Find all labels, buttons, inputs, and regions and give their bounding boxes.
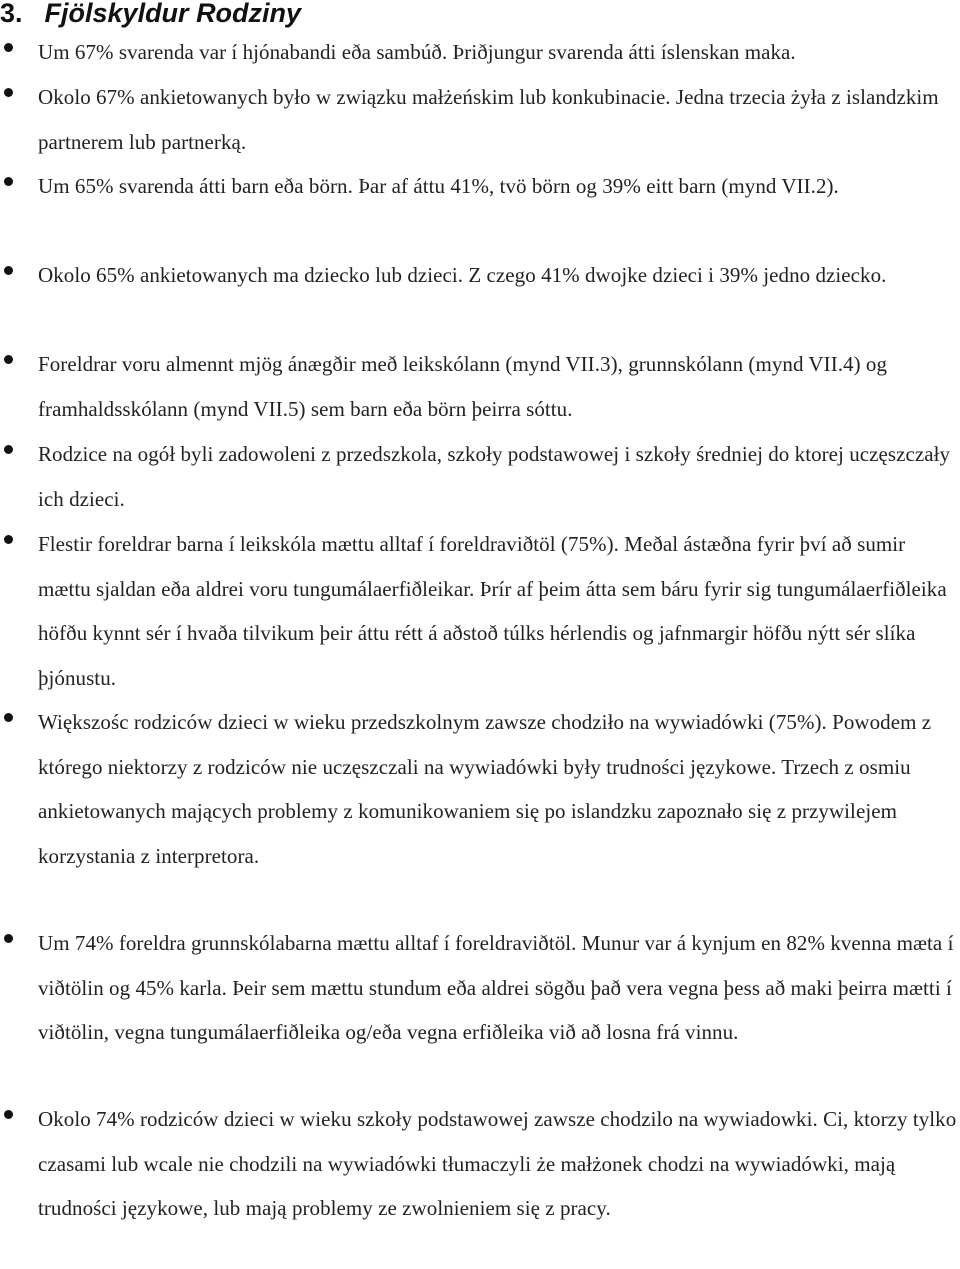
bullet-text: Okolo 65% ankietowanych ma dziecko lub dzieci. Z czego 41% dwojke dzieci i 39% jedno dziecko. xyxy=(38,263,887,287)
bullet-icon xyxy=(4,934,13,943)
section-number: 3. xyxy=(0,0,23,28)
bullet-icon xyxy=(4,535,13,544)
bullet-text: Um 74% foreldra grunnskólabarna mættu alltaf í foreldraviðtöl. Munur var á kynjum en 82% kvenna mæta í viðtölin og 45% karla. Þeir sem mættu stundum eða aldrei sögðu það vera vegna þess að maki þeirra mætti í viðtölin, vegna tungumálaerfiðleika og/eða vegna erfiðleika við að losna frá vinnu. xyxy=(38,931,954,1045)
bullet-text: Okolo 67% ankietowanych było w związku małżeńskim lub konkubinacie. Jedna trzecia żyła z islandzkim partnerem lub partnerką. xyxy=(38,85,939,154)
section-heading xyxy=(0,0,301,30)
bullet-text: Większośc rodziców dzieci w wieku przedszkolnym zawsze chodziło na wywiadówki (75%). Powodem z którego niektorzy z rodziców nie uczęszczali na wywiadówki były trudności językowe. Trzech z osmiu ankietowanych mających problemy z komunikowaniem się po islandzku zapoznało się z przywilejem korzystania z interpretora. xyxy=(38,710,932,868)
bullet-icon xyxy=(4,88,13,97)
bullet-icon xyxy=(4,177,13,186)
bullet-text: Foreldrar voru almennt mjög ánægðir með leikskólann (mynd VII.3), grunnskólann (mynd VII.4) og framhaldsskólann (mynd VII.5) sem barn eða börn þeirra sóttu. xyxy=(38,352,888,421)
bullet-icon xyxy=(4,355,13,364)
bullet-icon xyxy=(4,43,13,52)
bullet-icon xyxy=(4,713,13,722)
bullet-text: Flestir foreldrar barna í leikskóla mættu alltaf í foreldraviðtöl (75%). Meðal ástæðna fyrir því að sumir mættu sjaldan eða aldrei voru tungumálaerfiðleikar. Þrír af þeim átta sem báru fyrir sig tungumálaerfiðleika höfðu kynnt sér í hvaða tilvikum þeir áttu rétt á aðstoð túlks hérlendis og jafnmargir höfðu nýtt sér slíka þjónustu. xyxy=(38,532,947,690)
bullet-text: Um 65% svarenda átti barn eða börn. Þar af áttu 41%, tvö börn og 39% eitt barn (mynd VII.2). xyxy=(38,174,839,198)
bullet-icon xyxy=(4,445,13,454)
bullet-icon xyxy=(4,266,13,275)
bullet-icon xyxy=(4,1110,13,1119)
bullet-text: Rodzice na ogół byli zadowoleni z przedszkola, szkoły podstawowej i szkoły średniej do ktorej uczęszczały ich dzieci. xyxy=(38,442,951,511)
bullet-text: Okolo 74% rodziców dzieci w wieku szkoły podstawowej zawsze chodzilo na wywiadowki. Ci, ktorzy tylko czasami lub wcale nie chodzili na wywiadówki tłumaczyli że małżonek chodzi na wywiadówki, mają trudności językowe, lub mają problemy ze zwolnieniem się z pracy. xyxy=(38,1107,957,1221)
bullet-text: Um 67% svarenda var í hjónabandi eða sambúð. Þriðjungur svarenda átti íslenskan maka. xyxy=(38,40,796,64)
section-title: Fjölskyldur Rodziny xyxy=(44,0,302,28)
